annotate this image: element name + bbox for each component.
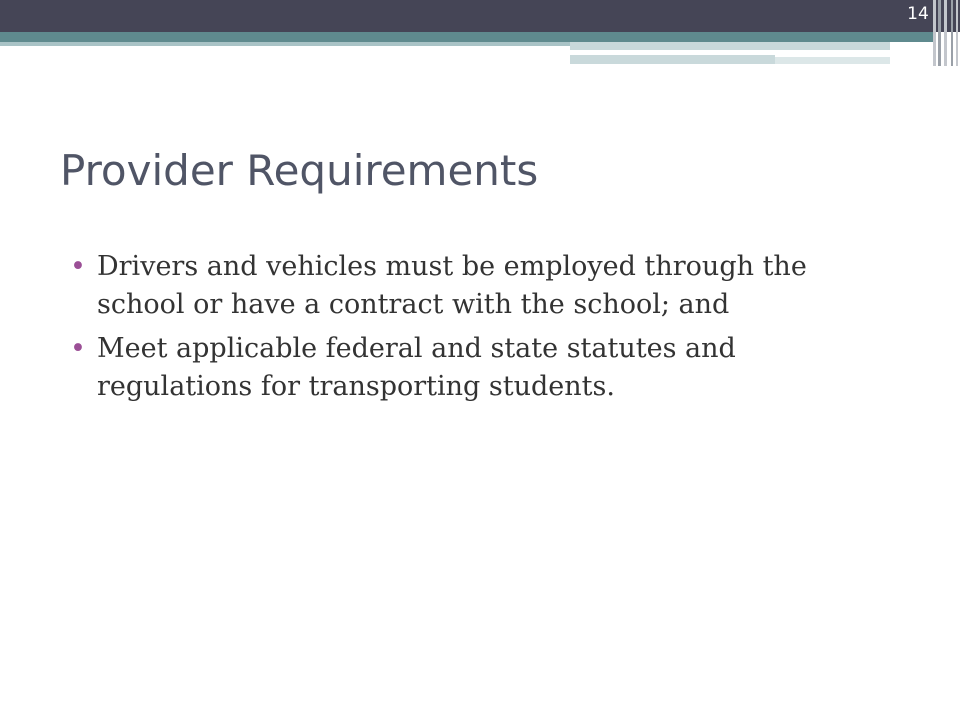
bullet-text: Drivers and vehicles must be employed through the school or have a contract with the school; and [97, 251, 807, 320]
slide-title: Provider Requirements [60, 146, 539, 195]
header-decoration [570, 42, 890, 50]
corner-stripe [951, 0, 953, 66]
header-accent-line [0, 42, 570, 46]
bullet-item [70, 248, 880, 324]
bullet-item [70, 330, 880, 406]
header-bar [0, 0, 960, 32]
slide-number: 14 [907, 4, 929, 24]
bullet-list [70, 248, 880, 412]
header-decoration-lower [570, 55, 775, 64]
header-accent-band [0, 32, 935, 42]
bullet-icon: • [70, 333, 86, 364]
bullet-icon: • [70, 251, 86, 282]
header-decoration-lower-right [775, 57, 890, 64]
bullet-text: Meet applicable federal and state statutes and regulations for transporting students. [97, 333, 736, 402]
corner-stripe [956, 0, 958, 66]
